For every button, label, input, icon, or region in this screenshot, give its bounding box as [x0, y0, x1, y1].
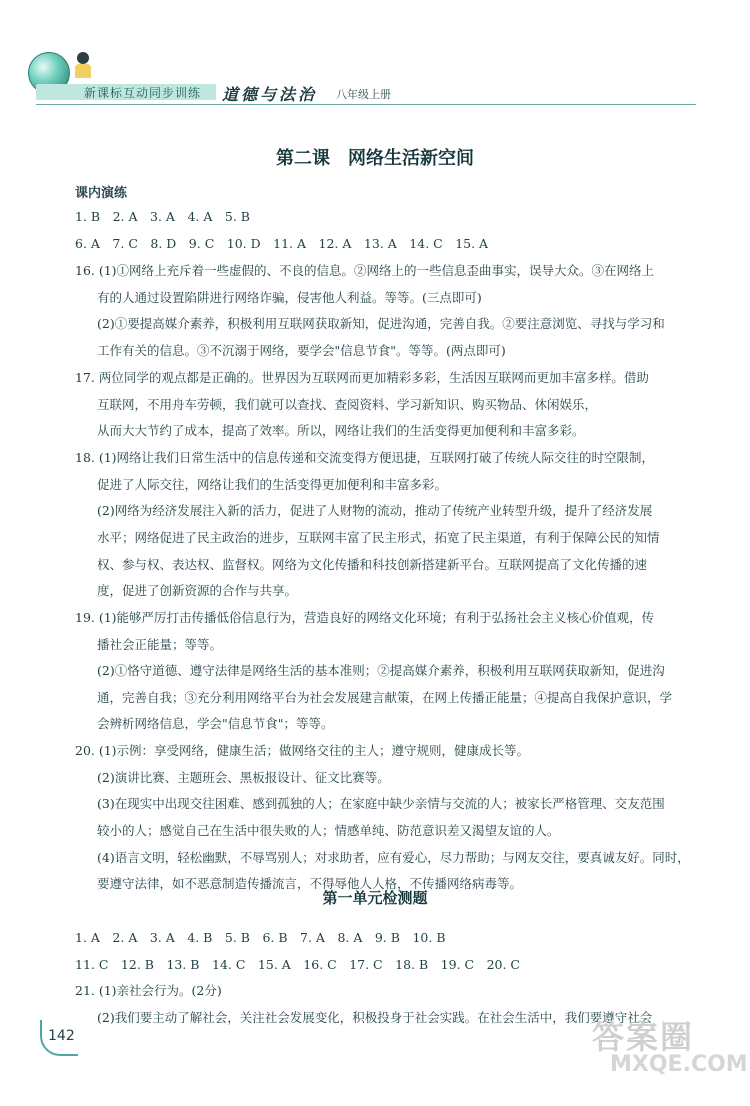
answer-line: (4)语言文明，轻松幽默，不辱骂别人；对求助者，应有爱心，尽力帮助；与网友交往，要真诚友好。同时， — [97, 850, 690, 865]
answer-line: 互联网，不用舟车劳顿，我们就可以查找、查阅资料、学习新知识、购买物品、休闲娱乐， — [97, 397, 598, 412]
answer-line: 11. C 12. B 13. B 14. C 15. A 16. C 17. C 18. B 19. C 20. C — [75, 957, 520, 972]
answer-line: (2)演讲比赛、主题班会、黑板报设计、征文比赛等。 — [97, 770, 390, 785]
answer-line: 权、参与权、表达权、监督权。网络为文化传播和科技创新搭建新平台。互联网提高了文化传播的速 — [97, 557, 648, 572]
answer-line: 19. (1)能够严厉打击传播低俗信息行为，营造良好的网络文化环境；有利于弘扬社会主义核心价值观，传 — [75, 610, 655, 625]
answer-line: (2)我们要主动了解社会，关注社会发展变化，积极投身于社会实践。在社会生活中，我们要遵守社会 — [97, 1010, 653, 1025]
answer-line: 播社会正能量；等等。 — [97, 637, 223, 652]
student-figure-icon — [74, 52, 92, 78]
answer-line: (2)①恪守道德、遵守法律是网络生活的基本准则；②提高媒介素养，积极利用互联网获取新知，促进沟 — [97, 663, 665, 678]
watermark-url: MXQE.COM — [610, 1052, 748, 1077]
answer-line: 1. B 2. A 3. A 4. A 5. B — [75, 209, 250, 224]
grade-label: 八年级上册 — [336, 88, 391, 101]
answer-line: (2)①要提高媒介素养，积极利用互联网获取新知，促进沟通，完善自我。②要注意浏览、寻找与学习和 — [97, 316, 665, 331]
answer-line: (3)在现实中出现交往困难、感到孤独的人；在家庭中缺少亲情与交流的人；被家长严格管理、交友范围 — [97, 796, 665, 811]
answer-line: 1. A 2. A 3. A 4. B 5. B 6. B 7. A 8. A 9. B 10. B — [75, 930, 446, 945]
section-label: 课内演练 — [75, 186, 128, 201]
answer-line: 较小的人；感觉自己在生活中很失败的人；情感单纯、防范意识差又渴望友谊的人。 — [97, 823, 560, 838]
answer-line: 6. A 7. C 8. D 9. C 10. D 11. A 12. A 13. A 14. C 15. A — [75, 236, 489, 251]
unit-title: 第一单元检测题 — [322, 889, 428, 907]
series-title: 新课标互动同步训练 — [84, 86, 202, 100]
answer-line: 工作有关的信息。③不沉溺于网络，要学会"信息节食"。等等。(两点即可) — [97, 343, 506, 358]
answer-line: 16. (1)①网络上充斥着一些虚假的、不良的信息。②网络上的一些信息歪曲事实，误导大众。③在网络上 — [75, 263, 655, 278]
answer-line: 要遵守法律，如不恶意制造传播流言，不得辱他人人格，不传播网络病毒等。 — [97, 876, 523, 891]
answer-line: 18. (1)网络让我们日常生活中的信息传递和交流变得方便迅捷，互联网打破了传统人际交往的时空限制， — [75, 450, 655, 465]
answer-line: 有的人通过设置陷阱进行网络诈骗，侵害他人利益。等等。(三点即可) — [97, 290, 482, 305]
answer-line: 21. (1)亲社会行为。(2分) — [75, 983, 222, 998]
page-header — [0, 0, 750, 110]
answer-line: (2)网络为经济发展注入新的活力，促进了人财物的流动，推动了传统产业转型升级，提升了经济发展 — [97, 503, 653, 518]
answer-line: 通，完善自我；③充分利用网络平台为社会发展建言献策，在网上传播正能量；④提高自我保护意识，学 — [97, 690, 673, 705]
subject-title: 道德与法治 — [222, 85, 318, 104]
lesson-title: 第二课 网络生活新空间 — [276, 148, 474, 169]
watermark-logo: 答案圈 — [592, 1018, 695, 1056]
answer-line: 从而大大节约了成本，提高了效率。所以，网络让我们的生活变得更加便利和丰富多彩。 — [97, 423, 585, 438]
header-divider — [36, 104, 696, 105]
answer-line: 水平；网络促进了民主政治的进步，互联网丰富了民主形式，拓宽了民主渠道，有利于保障公民的知情 — [97, 530, 660, 545]
answer-line: 度，促进了创新资源的合作与共享。 — [97, 583, 298, 598]
answer-line: 17. 两位同学的观点都是正确的。世界因为互联网而更加精彩多彩，生活因互联网而更加丰富多样。借助 — [75, 370, 649, 385]
answer-line: 促进了人际交往，网络让我们的生活变得更加便利和丰富多彩。 — [97, 477, 448, 492]
answer-line: 20. (1)示例：享受网络，健康生活；做网络交往的主人；遵守规则，健康成长等。 — [75, 743, 530, 758]
page-number: 142 — [48, 1028, 75, 1044]
answer-line: 会辨析网络信息，学会"信息节食"；等等。 — [97, 716, 334, 731]
